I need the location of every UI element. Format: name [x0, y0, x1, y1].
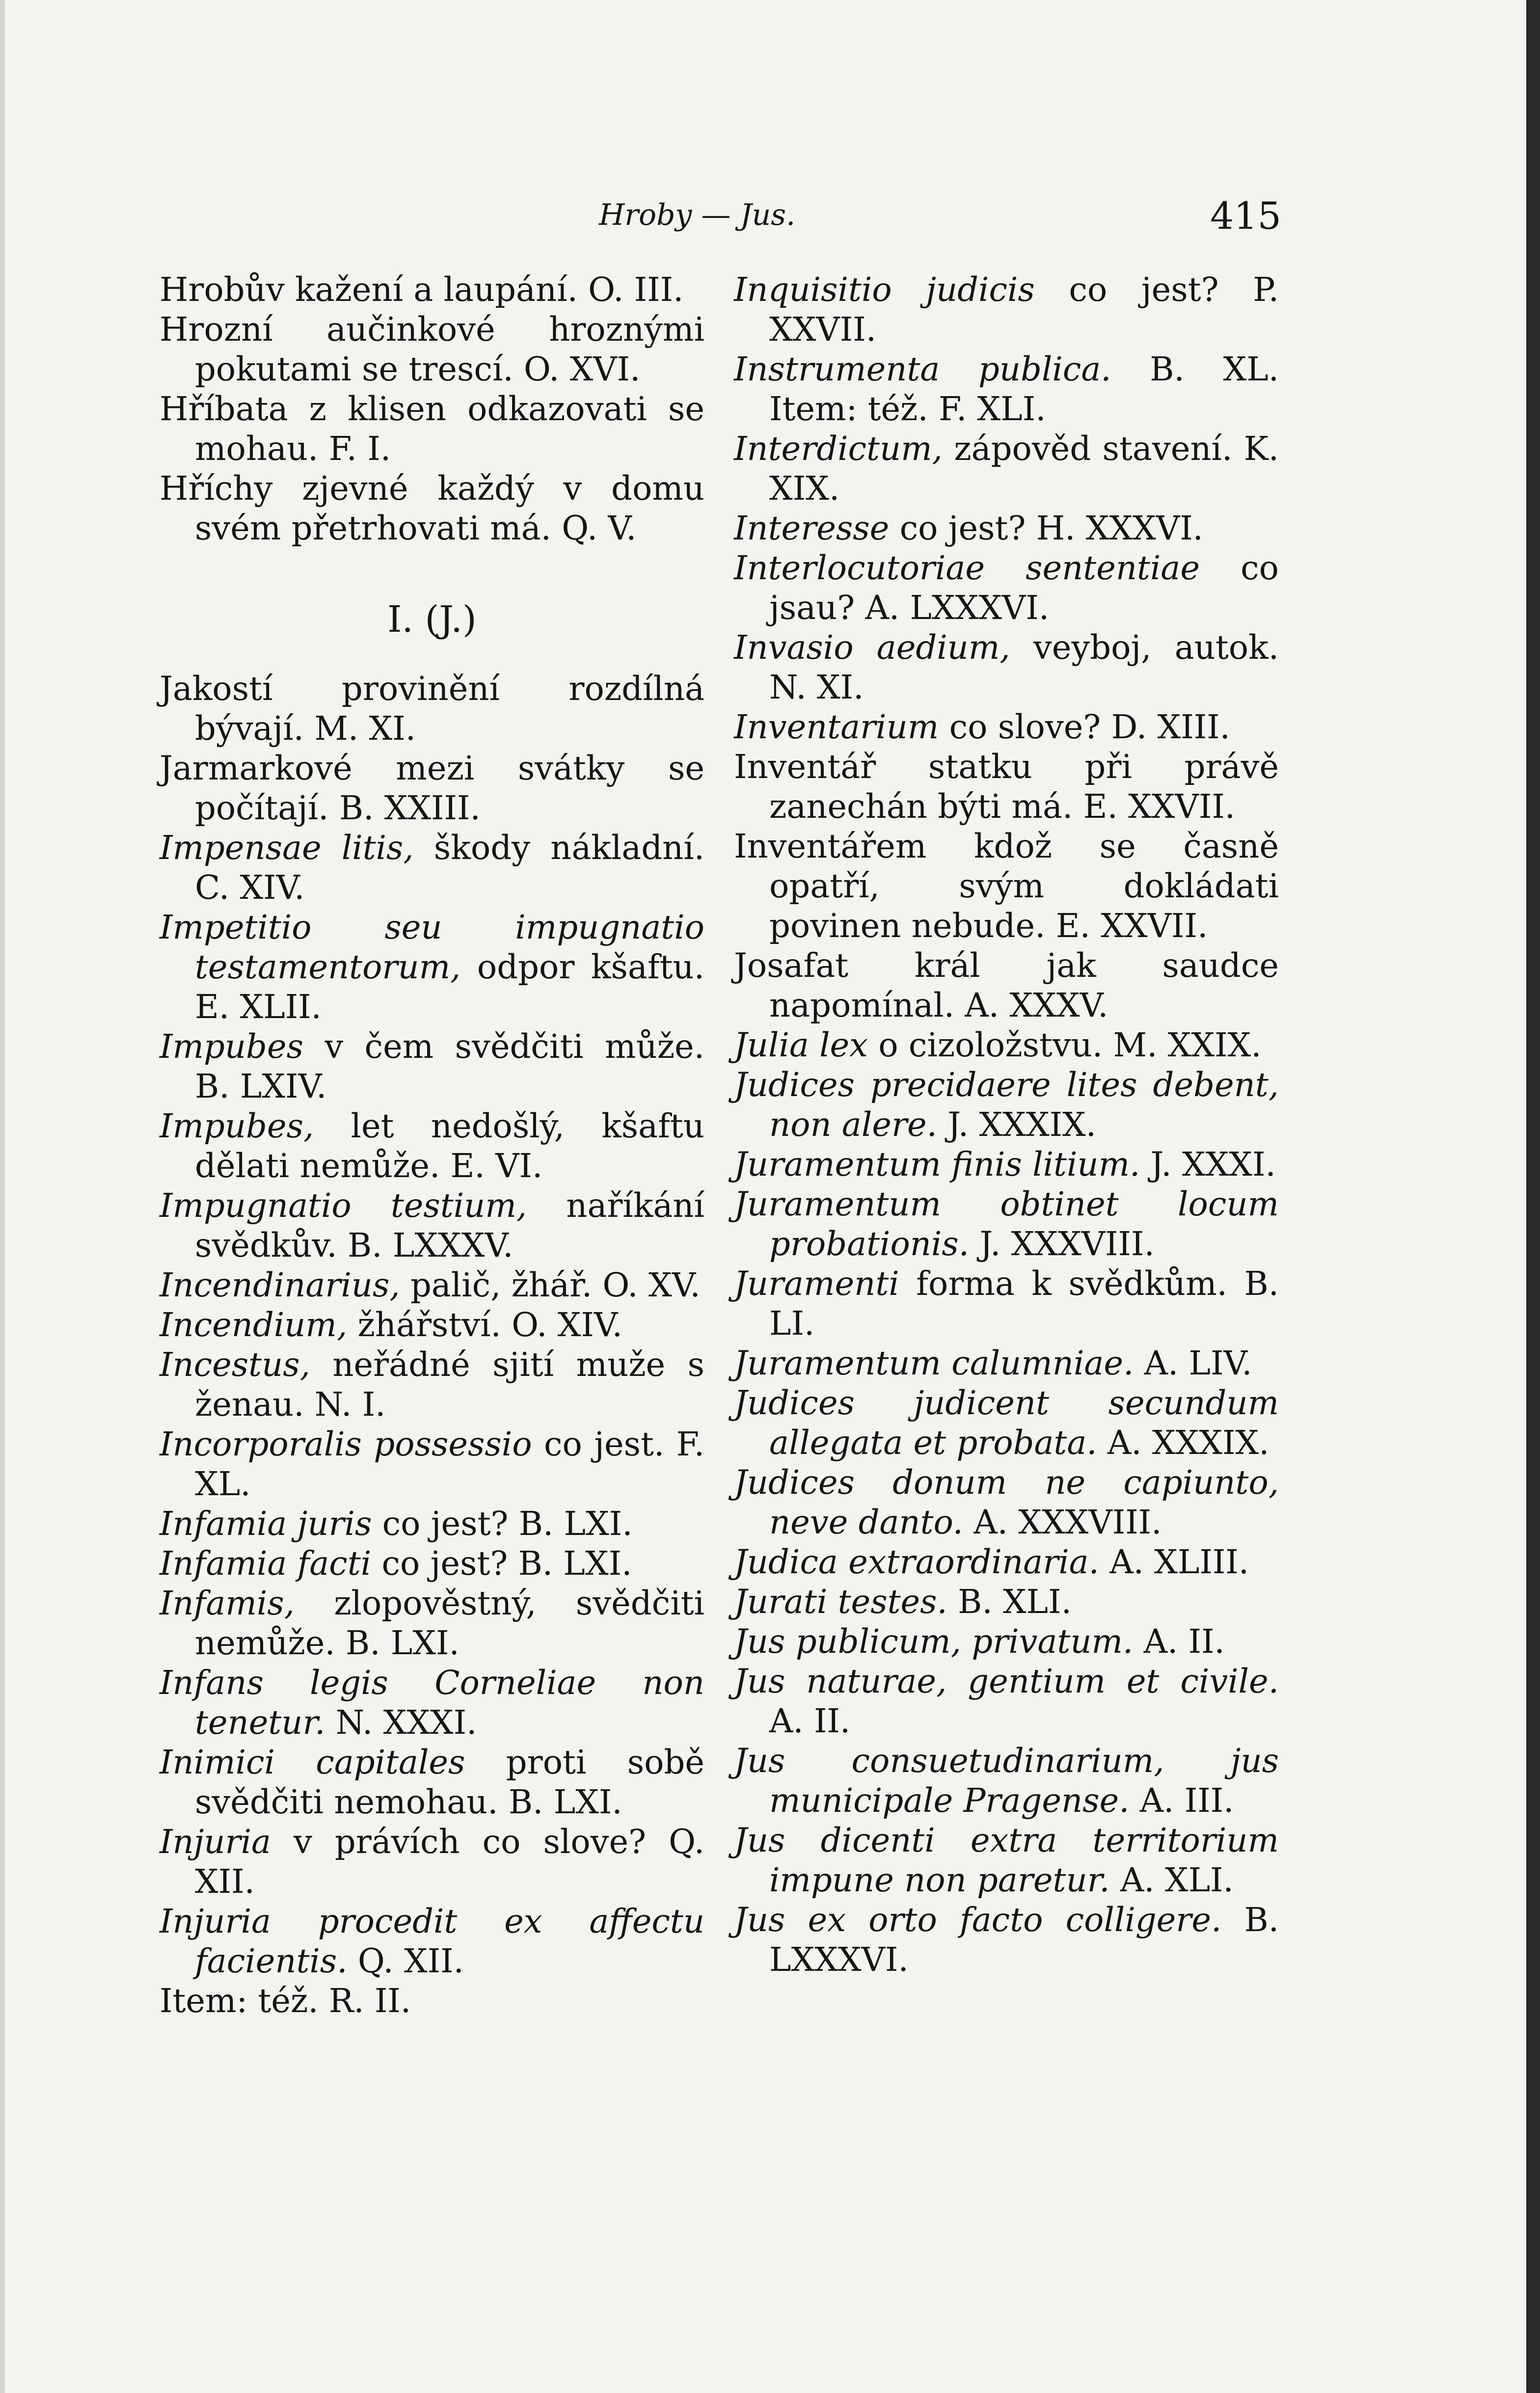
- entry-text: naříkání svědkův. B. LXXXV.: [195, 1186, 704, 1264]
- latin-term: Jus publicum, privatum.: [734, 1622, 1134, 1661]
- latin-term: Judices precidaere lites debent, non alere.: [734, 1066, 1279, 1144]
- latin-term: Juramentum finis litium.: [734, 1145, 1140, 1183]
- entry-text: J. XXXVIII.: [969, 1225, 1155, 1263]
- index-entry: [734, 1145, 1279, 1184]
- entry-text: veyboj, autok. N. XI.: [769, 628, 1279, 706]
- latin-term: Inventarium: [734, 708, 939, 746]
- latin-term: Invasio aedium,: [734, 628, 1010, 667]
- latin-term: Incorporalis possessio: [160, 1425, 532, 1463]
- page-header: [599, 194, 1281, 238]
- entry-text: žhářství. O. XIV.: [347, 1306, 622, 1344]
- index-entry: [160, 1186, 704, 1265]
- entry-text: zlopověstný, svědčiti nemůže. B. LXI.: [195, 1584, 704, 1662]
- latin-term: Incestus,: [160, 1345, 310, 1384]
- page-right-edge: [1526, 0, 1540, 2393]
- entry-text: B. LXXXVI.: [769, 1901, 1279, 1979]
- entry-text: proti sobě svědčiti nemohau. B. LXI.: [195, 1743, 705, 1821]
- latin-term: Injuria procedit ex affectu facientis.: [160, 1902, 704, 1980]
- entry-text: A. XLIII.: [1099, 1543, 1249, 1581]
- latin-term: Juramentum obtinet locum probationis.: [734, 1185, 1279, 1263]
- latin-term: Impetitio seu impugnatio testamentorum,: [160, 908, 704, 986]
- index-entry: [160, 749, 704, 828]
- index-entry: [160, 1981, 704, 2021]
- left-column: [160, 270, 704, 2021]
- index-entry: [734, 1344, 1279, 1383]
- latin-term: Impubes: [160, 1027, 303, 1066]
- index-entry: [160, 1106, 704, 1186]
- entry-text: Inventář statku při právě zanechán býti má. E. XXVII.: [734, 748, 1279, 826]
- latin-term: Infamis,: [160, 1584, 295, 1622]
- latin-term: Injuria: [160, 1823, 271, 1861]
- latin-term: Instrumenta publica.: [734, 350, 1111, 388]
- index-entry: [160, 1743, 704, 1822]
- entry-text: Q. XII.: [347, 1942, 464, 1980]
- section-heading: I. (J.): [387, 598, 477, 641]
- index-entry: [734, 1582, 1279, 1622]
- index-entry: [160, 1305, 704, 1345]
- entry-text: Jarmarkové mezi svátky se počítají. B. XXIII.: [160, 749, 704, 827]
- entry-text: Hrobův kažení a laupání. O. III.: [160, 270, 684, 309]
- left-entries-main: [160, 669, 704, 2021]
- latin-term: Impugnatio testium,: [160, 1186, 527, 1225]
- entry-text: let nedošlý, kšaftu dělati nemůže. E. VI.: [195, 1107, 704, 1185]
- index-entry: [160, 669, 704, 749]
- entry-text: Item: též. R. II.: [160, 1982, 411, 2020]
- entry-text: škody nákladní. C. XIV.: [195, 829, 704, 907]
- entry-text: A. LIV.: [1134, 1344, 1252, 1382]
- entry-text: Hrozní aučinkové hroznými pokutami se trescí. O. XVI.: [160, 310, 704, 388]
- latin-term: Judica extraordinaria.: [734, 1543, 1099, 1581]
- index-entry: [734, 747, 1279, 827]
- entry-text: co jsau? A. LXXXVI.: [769, 549, 1279, 627]
- index-entry: [734, 1463, 1279, 1542]
- index-entry: [734, 707, 1279, 747]
- left-entries-top: [160, 270, 704, 548]
- page-number: 415: [1210, 194, 1281, 238]
- entry-text: Jakostí provinění rozdílná bývají. M. XI.: [160, 670, 704, 748]
- index-entry: [734, 350, 1279, 429]
- index-entry: [160, 1663, 704, 1743]
- entry-text: v právích co slove? Q. XII.: [195, 1823, 704, 1901]
- index-entry: [734, 548, 1279, 628]
- entry-text: neřádné sjití muže s ženau. N. I.: [195, 1345, 704, 1424]
- latin-term: Inquisitio judicis: [734, 270, 1035, 309]
- right-column: [734, 270, 1279, 1980]
- index-entry: [734, 1383, 1279, 1463]
- entry-text: B. XLI.: [947, 1583, 1072, 1621]
- index-entry: [160, 1425, 704, 1504]
- entry-text: odpor kšaftu. E. XLII.: [195, 948, 704, 1026]
- index-entry: [734, 270, 1279, 350]
- latin-term: Infamia facti: [160, 1544, 372, 1583]
- index-entry: [160, 310, 704, 389]
- latin-term: Jus dicenti extra territorium impune non paretur.: [734, 1821, 1279, 1899]
- index-entry: [160, 1584, 704, 1663]
- index-entry: [160, 1345, 704, 1425]
- entry-text: co jest. F. XL.: [195, 1425, 704, 1503]
- index-entry: [160, 469, 704, 548]
- entry-text: A. II.: [769, 1702, 851, 1740]
- latin-term: Juramentum calumniae.: [734, 1344, 1134, 1382]
- index-entry: [734, 628, 1279, 707]
- entry-text: co slove? D. XIII.: [939, 708, 1230, 746]
- entry-text: A. II.: [1133, 1622, 1225, 1661]
- index-entry: [160, 1265, 704, 1305]
- entry-text: A. XXXVIII.: [963, 1503, 1162, 1541]
- latin-term: Julia lex: [734, 1026, 868, 1064]
- latin-term: Jurati testes.: [734, 1583, 947, 1621]
- index-entry: [160, 1902, 704, 1981]
- entry-text: B. XL. Item: též. F. XLI.: [769, 350, 1279, 428]
- entry-text: Hříchy zjevné každý v domu svém přetrhovati má. Q. V.: [160, 469, 704, 547]
- entry-text: J. XXXI.: [1140, 1145, 1276, 1183]
- latin-term: Jus naturae, gentium et civile.: [734, 1662, 1279, 1700]
- entry-text: Josafat král jak saudce napomínal. A. XXXV.: [734, 946, 1279, 1024]
- index-entry: [160, 908, 704, 1027]
- entry-text: A. XLI.: [1109, 1861, 1234, 1899]
- entry-text: Hříbata z klisen odkazovati se mohau. F. I.: [160, 390, 704, 468]
- running-title: Hroby — Jus.: [599, 198, 796, 232]
- index-entry: [734, 1900, 1279, 1980]
- latin-term: Jus ex orto facto colligere.: [734, 1901, 1222, 1939]
- entry-text: palič, žhář. O. XV.: [400, 1266, 701, 1304]
- entry-text: A. XXXIX.: [1097, 1424, 1270, 1462]
- entry-text: co jest? B. LXI.: [371, 1544, 632, 1583]
- entry-text: A. III.: [1129, 1781, 1234, 1820]
- entry-text: Inventářem kdož se časně opatří, svým dokládati povinen nebude. E. XXVII.: [734, 827, 1279, 945]
- index-entry: [734, 1184, 1279, 1264]
- index-entry: [160, 1822, 704, 1902]
- latin-term: Juramenti: [734, 1264, 899, 1303]
- index-entry: [734, 1821, 1279, 1900]
- latin-term: Incendinarius,: [160, 1266, 400, 1304]
- entry-text: N. XXXI.: [325, 1703, 477, 1742]
- latin-term: Infamia juris: [160, 1505, 372, 1543]
- entry-text: co jest? B. LXI.: [372, 1505, 633, 1543]
- latin-term: Jus consuetudinarium, jus municipale Pragense.: [734, 1742, 1279, 1820]
- entry-text: co jest? H. XXXVI.: [889, 509, 1203, 547]
- index-entry: [160, 270, 704, 310]
- index-entry: [734, 1025, 1279, 1065]
- index-entry: [160, 1544, 704, 1584]
- latin-term: Interesse: [734, 509, 890, 547]
- latin-term: Incendium,: [160, 1306, 348, 1344]
- index-entry: [734, 429, 1279, 509]
- latin-term: Impubes,: [160, 1107, 314, 1145]
- index-entry: [734, 1741, 1279, 1821]
- page-left-edge: [0, 0, 5, 2393]
- index-entry: [734, 1622, 1279, 1662]
- entry-text: o cizoložstvu. M. XXIX.: [867, 1026, 1262, 1064]
- index-entry: [734, 1542, 1279, 1582]
- entry-text: zápověd stavení. K. XIX.: [769, 430, 1279, 508]
- index-entry: [734, 1065, 1279, 1145]
- index-entry: [734, 827, 1279, 946]
- latin-term: Impensae litis,: [160, 829, 414, 867]
- index-entry: [160, 828, 704, 908]
- index-entry: [160, 1504, 704, 1544]
- latin-term: Judices donum ne capiunto, neve danto.: [734, 1463, 1279, 1541]
- entry-text: v čem svědčiti může. B. LXIV.: [195, 1027, 704, 1105]
- index-entry: [734, 1662, 1279, 1741]
- latin-term: Interlocutoriae sententiae: [734, 549, 1200, 587]
- index-entry: [734, 509, 1279, 548]
- entry-text: forma k svědkům. B. LI.: [769, 1264, 1279, 1343]
- latin-term: Judices judicent secundum allegata et probata.: [734, 1384, 1279, 1462]
- entry-text: J. XXXIX.: [937, 1105, 1097, 1144]
- index-entry: [734, 946, 1279, 1025]
- latin-term: Inimici capitales: [160, 1743, 465, 1781]
- latin-term: Infans legis Corneliae non tenetur.: [160, 1664, 704, 1742]
- index-entry: [160, 1027, 704, 1106]
- entry-text: co jest? P. XXVII.: [769, 270, 1279, 349]
- latin-term: Interdictum,: [734, 430, 943, 468]
- index-entry: [160, 389, 704, 469]
- right-entries: [734, 270, 1279, 1980]
- index-entry: [734, 1264, 1279, 1344]
